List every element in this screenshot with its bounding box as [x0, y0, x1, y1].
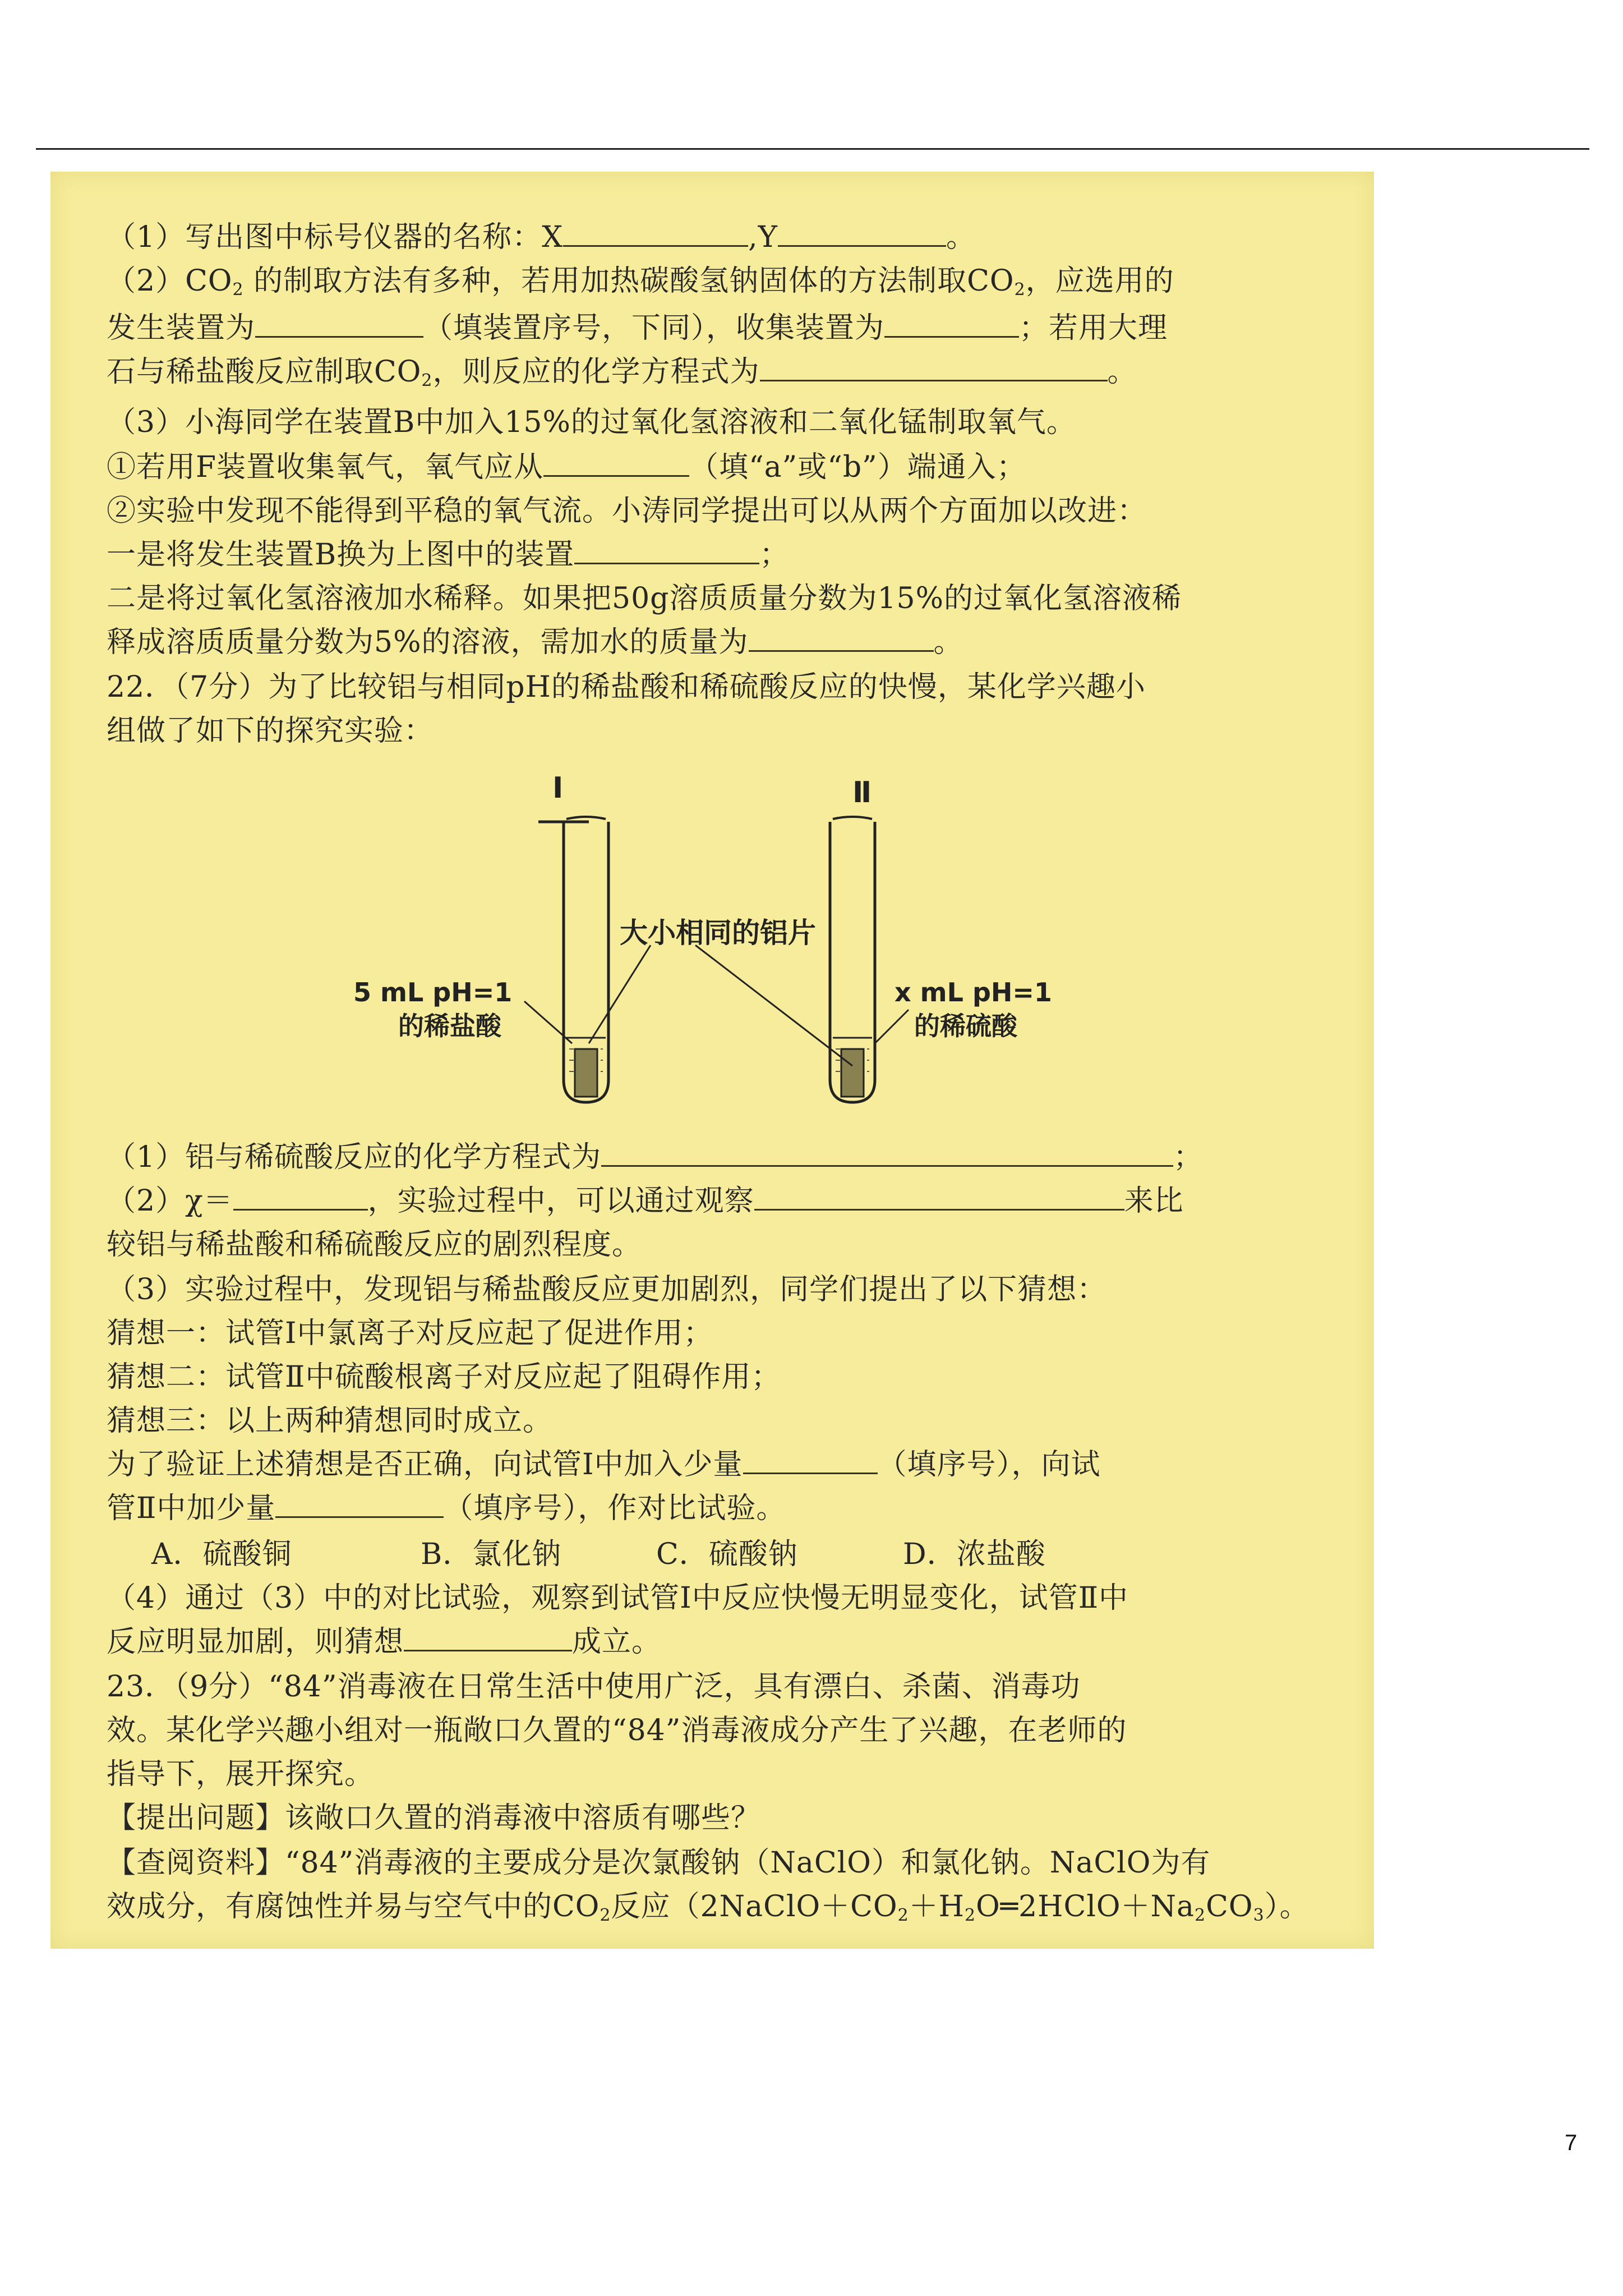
answer-blank-equation[interactable] [760, 355, 1108, 381]
answer-blank-x[interactable] [563, 220, 748, 247]
verify-line1: 为了验证上述猜想是否正确，向试管Ⅰ中加入少量 （填序号），向试 [107, 1448, 1101, 1481]
q22-part2-cont: 较铝与稀盐酸和稀硫酸反应的剧烈程度。 [107, 1228, 642, 1262]
answer-blank-observation[interactable] [754, 1184, 1124, 1211]
answer-blank-collector[interactable] [884, 311, 1019, 338]
q21-part3-d: 二是将过氧化氢溶液加水稀释。如果把50g溶质质量分数为15%的过氧化氢溶液稀 [107, 582, 1182, 615]
tube-2-label: Ⅱ [852, 776, 872, 809]
answer-blank-guess[interactable] [404, 1625, 572, 1651]
option-b[interactable]: B．氯化钠 [421, 1538, 562, 1571]
q21-part3-c: 一是将发生装置B换为上图中的装置 ； [107, 538, 790, 572]
answer-blank-device[interactable] [574, 538, 759, 564]
answer-blank-tube1-reagent[interactable] [743, 1448, 878, 1474]
q21-part3-b: ②实验中发现不能得到平稳的氧气流。小涛同学提出可以从两个方面加以改进： [107, 494, 1147, 528]
answer-blank-water-mass[interactable] [749, 625, 934, 652]
test-tube-diagram [314, 774, 1122, 1122]
test-tube-2 [830, 817, 875, 1102]
option-d[interactable]: D．浓盐酸 [903, 1538, 1046, 1571]
option-c[interactable]: C．硫酸钠 [656, 1538, 798, 1571]
q23-heading-line2: 效。某化学兴趣小组对一瓶敞口久置的“84”消毒液成分产生了兴趣，在老师的 [107, 1714, 1127, 1747]
q22-part2: （2）χ＝ ，实验过程中，可以通过观察 来比 [107, 1184, 1184, 1218]
answer-blank-y[interactable] [778, 220, 946, 247]
q23-reference: 【查阅资料】“84”消毒液的主要成分是次氯酸钠（NaClO）和氯化钠。NaClO为有 [107, 1846, 1211, 1880]
q21-part2-line1: $(2)CO_2$ 的制取方法有多种，若用加热碳酸氢钠固体的方法制取$CO_2$，应选用的 [107, 264, 1174, 300]
q21-part3-intro: （3）小海同学在装置B中加入15%的过氧化氢溶液和二氧化锰制取氧气。 [107, 406, 1076, 439]
left-label-line2: 的稀盐酸 [398, 1011, 501, 1041]
q22-part4-cont: 反应明显加剧，则猜想 成立。 [107, 1625, 662, 1659]
options-row [151, 1536, 1346, 1573]
guess-three: 猜想三：以上两种猜想同时成立。 [107, 1404, 553, 1438]
q23-heading: 23．（9分）“84”消毒液在日常生活中使用广泛，具有漂白、杀菌、消毒功 [107, 1670, 1081, 1704]
q23-heading-line3: 指导下，展开探究。 [107, 1757, 375, 1791]
answer-blank-port[interactable] [543, 450, 689, 477]
left-label-line1: 5 mL pH=1 [353, 977, 513, 1007]
q22-part3: （3）实验过程中，发现铝与稀盐酸反应更加剧烈，同学们提出了以下猜想： [107, 1273, 1107, 1306]
answer-blank-tube2-reagent[interactable] [275, 1492, 444, 1518]
right-label-line2: 的稀硫酸 [914, 1011, 1017, 1041]
q22-heading-cont: 组做了如下的探究实验： [107, 714, 434, 748]
guess-one: 猜想一：试管Ⅰ中氯离子对反应起了促进作用； [107, 1317, 713, 1350]
page-top-rule [36, 148, 1589, 150]
q23-reference-line2: 效成分，有腐蚀性并易与空气中的$CO_2$反应$(2NaClO+CO_2+H_2O═2HClO+Na_2CO_3)$。 [107, 1890, 1310, 1925]
q21-part2-line2: 发生装置为 （填装置序号，下同），收集装置为 ；若用大理 [107, 311, 1168, 345]
aluminum-strip-2 [841, 1049, 864, 1097]
test-tube-1 [538, 817, 608, 1102]
q21-part2-line3: 石与稀盐酸反应制取$CO_2$，则反应的化学方程式为 。 [107, 355, 1137, 390]
option-a[interactable]: A．硫酸铜 [151, 1538, 292, 1571]
right-label-line1: x mL pH=1 [895, 977, 1052, 1007]
guess-two: 猜想二：试管Ⅱ中硫酸根离子对反应起了阻碍作用； [107, 1360, 781, 1394]
verify-line2: 管Ⅱ中加少量 （填序号），作对比试验。 [107, 1492, 786, 1525]
answer-blank-x-value[interactable] [233, 1184, 368, 1211]
answer-blank-generator[interactable] [255, 311, 423, 338]
q21-part1: （1）写出图中标号仪器的名称：X ,Y 。 [107, 220, 976, 254]
q22-part1: （1）铝与稀硫酸反应的化学方程式为 ； [107, 1140, 1204, 1174]
test-tube-svg [314, 774, 1122, 1122]
q23-question: 【提出问题】该敞口久置的消毒液中溶质有哪些？ [107, 1801, 761, 1835]
answer-blank-reaction[interactable] [601, 1140, 1173, 1167]
q22-heading: 22．（7分）为了比较铝与相同pH的稀盐酸和稀硫酸反应的快慢，某化学兴趣小 [107, 670, 1146, 704]
shared-label: 大小相同的铝片 [620, 917, 816, 949]
q22-part4: （4）通过（3）中的对比试验，观察到试管Ⅰ中反应快慢无明显变化，试管Ⅱ中 [107, 1581, 1129, 1615]
page-number: 7 [1565, 2131, 1578, 2155]
q21-part3-a: ①若用F装置收集氧气，氧气应从 （填“a”或“b”）端通入； [107, 450, 1026, 484]
tube-1-label: Ⅰ [552, 774, 564, 805]
q21-part3-e: 释成溶质质量分数为5%的溶液，需加水的质量为 。 [107, 625, 963, 659]
aluminum-strip-1 [575, 1049, 597, 1097]
